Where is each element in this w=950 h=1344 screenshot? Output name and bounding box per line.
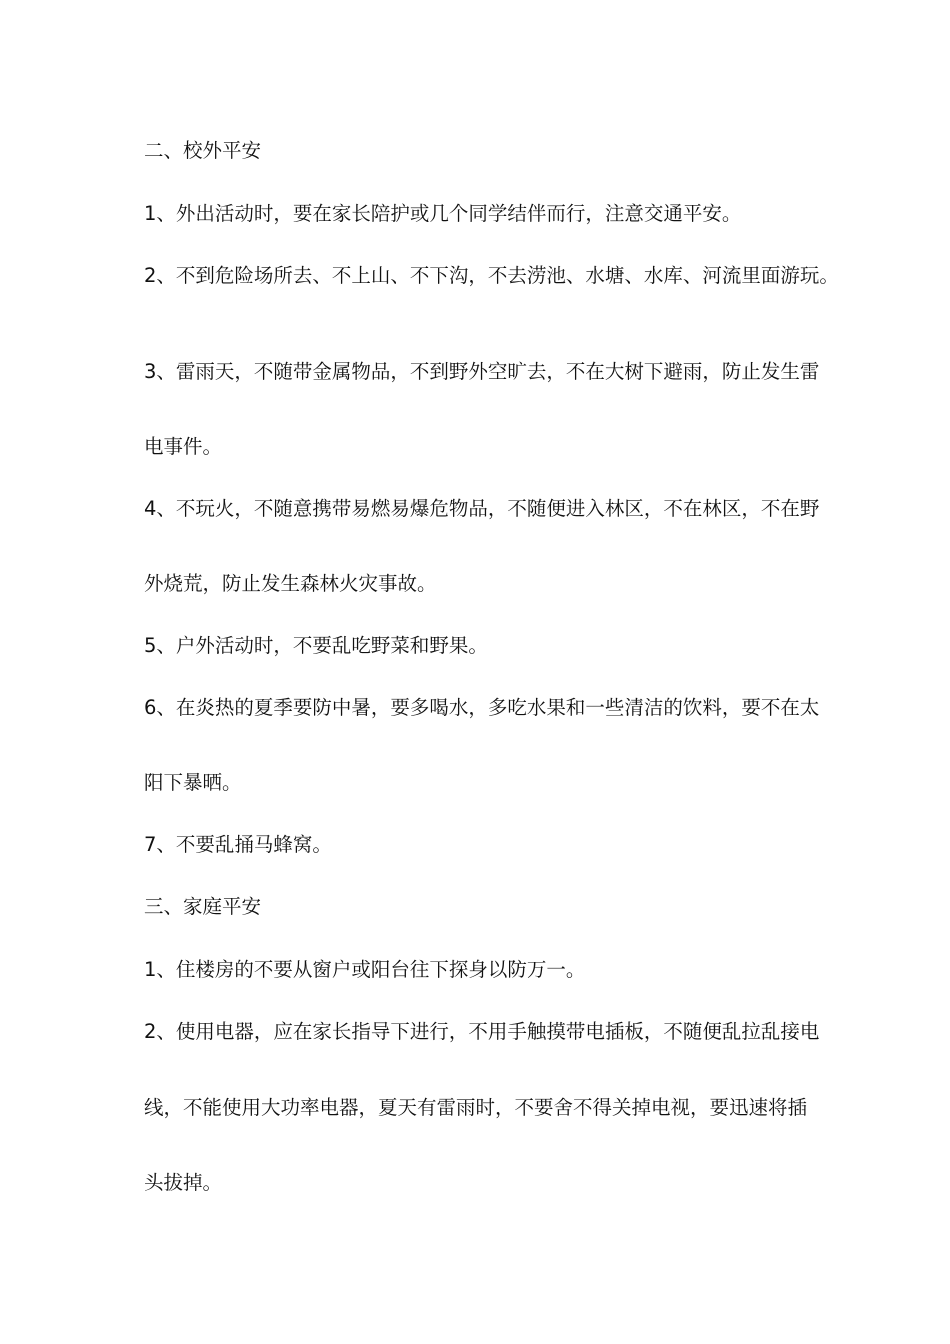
paragraph-item-7-line-1: 7、不要乱捅马蜂窝。 [144,833,332,856]
paragraph-item-4-line-1: 4、不玩火，不随意携带易燃易爆危物品，不随便进入林区，不在林区，不在野 [144,497,820,520]
paragraph-home-item-2-line-3: 头拔掉。 [144,1171,223,1194]
paragraph-item-6-line-2: 阳下暴晒。 [144,771,242,794]
paragraph-item-4-line-2: 外烧荒，防止发生森林火灾事故。 [144,572,437,595]
paragraph-item-3-line-1: 3、雷雨天，不随带金属物品，不到野外空旷去，不在大树下避雨，防止发生雷 [144,360,820,383]
paragraph-item-1-line-1: 1、外出活动时，要在家长陪护或几个同学结伴而行，注意交通平安。 [144,202,742,225]
paragraph-item-6-line-1: 6、在炎热的夏季要防中暑，要多喝水，多吃水果和一些清洁的饮料，要不在太 [144,696,820,719]
paragraph-item-3-line-2: 电事件。 [144,435,223,458]
paragraph-home-item-2-line-1: 2、使用电器，应在家长指导下进行，不用手触摸带电插板，不随便乱拉乱接电 [144,1020,820,1043]
paragraph-item-5-line-1: 5、户外活动时，不要乱吃野菜和野果。 [144,634,488,657]
section-heading-home-safety: 三、家庭平安 [144,895,262,918]
section-heading-off-campus-safety: 二、校外平安 [144,139,262,162]
paragraph-home-item-1-line-1: 1、住楼房的不要从窗户或阳台往下探身以防万一。 [144,958,586,981]
paragraph-item-2-line-1: 2、不到危险场所去、不上山、不下沟，不去涝池、水塘、水库、河流里面游玩。 [144,264,839,287]
paragraph-home-item-2-line-2: 线，不能使用大功率电器，夏天有雷雨时，不要舍不得关掉电视，要迅速将插 [144,1096,808,1119]
